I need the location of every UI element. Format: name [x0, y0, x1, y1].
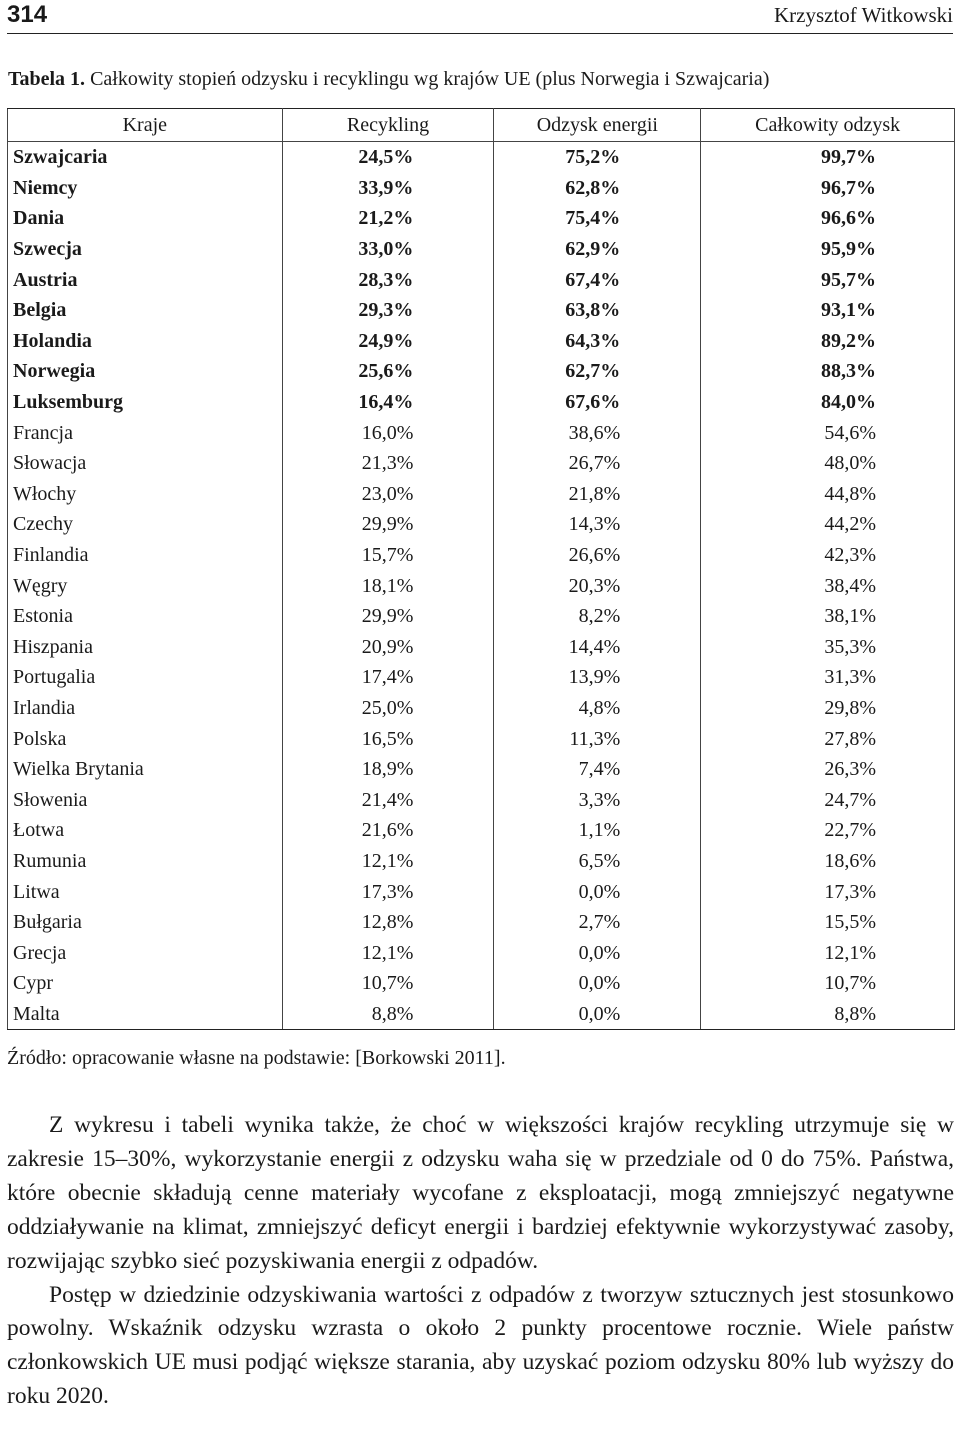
energy-recovery-cell: 11,3% — [494, 723, 701, 754]
table-row — [8, 570, 955, 601]
energy-recovery-cell: 26,7% — [494, 448, 701, 479]
recycling-cell: 24,9% — [282, 326, 494, 357]
energy-recovery-cell: 62,8% — [494, 173, 701, 204]
total-recovery-cell: 54,6% — [701, 417, 955, 448]
energy-recovery-cell: 6,5% — [494, 846, 701, 877]
column-header-total-recovery: Całkowity odzysk — [701, 109, 955, 142]
recycling-cell: 24,5% — [282, 142, 494, 173]
country-cell: Słowenia — [8, 784, 283, 815]
energy-recovery-cell: 75,4% — [494, 203, 701, 234]
recycling-cell: 21,4% — [282, 784, 494, 815]
energy-recovery-cell: 7,4% — [494, 754, 701, 785]
total-recovery-cell: 38,4% — [701, 570, 955, 601]
total-recovery-cell: 84,0% — [701, 387, 955, 418]
table-row — [8, 846, 955, 877]
total-recovery-cell: 8,8% — [701, 999, 955, 1030]
table-row — [8, 693, 955, 724]
energy-recovery-cell: 67,4% — [494, 264, 701, 295]
total-recovery-cell: 93,1% — [701, 295, 955, 326]
paragraph: Postęp w dziedzinie odzyskiwania wartości z odpadów z tworzyw sztucznych jest stosunkowo powolny. Wskaźnik odzysku wzrasta o około 2 punkty procentowe rocznie. Wiele państw członkowskich UE musi podjąć większe starania, aby uzyskać poziom odzysku 80% lub wyższy do roku 2020. — [7, 1281, 954, 1410]
table-caption-label: Tabela 1. — [8, 68, 86, 90]
table-row — [8, 540, 955, 571]
table-row — [8, 999, 955, 1030]
table-row — [8, 968, 955, 999]
table-row — [8, 264, 955, 295]
country-cell: Norwegia — [8, 356, 283, 387]
country-cell: Wielka Brytania — [8, 754, 283, 785]
country-cell: Czechy — [8, 509, 283, 540]
table-row — [8, 754, 955, 785]
recovery-table — [7, 108, 955, 1030]
body-text — [7, 1109, 954, 1414]
recycling-cell: 8,8% — [282, 999, 494, 1030]
recycling-cell: 29,9% — [282, 509, 494, 540]
energy-recovery-cell: 75,2% — [494, 142, 701, 173]
table-row — [8, 203, 955, 234]
energy-recovery-cell: 2,7% — [494, 907, 701, 938]
country-cell: Polska — [8, 723, 283, 754]
table-row — [8, 295, 955, 326]
energy-recovery-cell: 14,4% — [494, 632, 701, 663]
country-cell: Finlandia — [8, 540, 283, 571]
recycling-cell: 10,7% — [282, 968, 494, 999]
total-recovery-cell: 96,6% — [701, 203, 955, 234]
table-row — [8, 356, 955, 387]
total-recovery-cell: 15,5% — [701, 907, 955, 938]
energy-recovery-cell: 0,0% — [494, 968, 701, 999]
energy-recovery-cell: 14,3% — [494, 509, 701, 540]
energy-recovery-cell: 63,8% — [494, 295, 701, 326]
total-recovery-cell: 22,7% — [701, 815, 955, 846]
column-header-recycling: Recykling — [282, 109, 494, 142]
country-cell: Estonia — [8, 601, 283, 632]
table-row — [8, 662, 955, 693]
table-row — [8, 632, 955, 663]
recycling-cell: 17,3% — [282, 876, 494, 907]
table-body — [8, 142, 955, 1030]
total-recovery-cell: 26,3% — [701, 754, 955, 785]
energy-recovery-cell: 21,8% — [494, 479, 701, 510]
energy-recovery-cell: 20,3% — [494, 570, 701, 601]
recycling-cell: 12,8% — [282, 907, 494, 938]
total-recovery-cell: 42,3% — [701, 540, 955, 571]
total-recovery-cell: 29,8% — [701, 693, 955, 724]
energy-recovery-cell: 0,0% — [494, 999, 701, 1030]
total-recovery-cell: 44,8% — [701, 479, 955, 510]
total-recovery-cell: 88,3% — [701, 356, 955, 387]
country-cell: Niemcy — [8, 173, 283, 204]
table-source-note: Źródło: opracowanie własne na podstawie: [Borkowski 2011]. — [7, 1047, 506, 1069]
energy-recovery-cell: 38,6% — [494, 417, 701, 448]
running-head-author: Krzysztof Witkowski — [774, 3, 953, 27]
recycling-cell: 17,4% — [282, 662, 494, 693]
total-recovery-cell: 17,3% — [701, 876, 955, 907]
recycling-cell: 16,4% — [282, 387, 494, 418]
recycling-cell: 23,0% — [282, 479, 494, 510]
table-row — [8, 448, 955, 479]
table-row — [8, 815, 955, 846]
country-cell: Węgry — [8, 570, 283, 601]
total-recovery-cell: 10,7% — [701, 968, 955, 999]
country-cell: Słowacja — [8, 448, 283, 479]
total-recovery-cell: 31,3% — [701, 662, 955, 693]
table-row — [8, 417, 955, 448]
table-row — [8, 479, 955, 510]
total-recovery-cell: 95,9% — [701, 234, 955, 265]
total-recovery-cell: 99,7% — [701, 142, 955, 173]
table-caption — [8, 68, 769, 91]
page-header — [7, 0, 953, 34]
recycling-cell: 33,0% — [282, 234, 494, 265]
energy-recovery-cell: 3,3% — [494, 784, 701, 815]
total-recovery-cell: 27,8% — [701, 723, 955, 754]
paragraph: Z wykresu i tabeli wynika także, że choć w większości krajów recykling utrzymuje się w zakresie 15–30%, wykorzystanie energii z odzysku waha się w przedziale od 0 do 75%. Państwa, które obecnie składują cenne materiały wycofane z eksploatacji, mogą zmniejszyć negatywne oddziaływanie na klimat, zmniejszyć deficyt energii i bardziej efektywnie wykorzystywać zasoby, rozwijając szybko sieć pozyskiwania energii z odpadów. — [7, 1112, 954, 1274]
country-cell: Austria — [8, 264, 283, 295]
recycling-cell: 29,9% — [282, 601, 494, 632]
table-row — [8, 937, 955, 968]
table-row — [8, 387, 955, 418]
energy-recovery-cell: 4,8% — [494, 693, 701, 724]
country-cell: Portugalia — [8, 662, 283, 693]
country-cell: Łotwa — [8, 815, 283, 846]
recycling-cell: 18,9% — [282, 754, 494, 785]
table-row — [8, 784, 955, 815]
country-cell: Belgia — [8, 295, 283, 326]
total-recovery-cell: 12,1% — [701, 937, 955, 968]
table-row — [8, 326, 955, 357]
country-cell: Rumunia — [8, 846, 283, 877]
country-cell: Francja — [8, 417, 283, 448]
energy-recovery-cell: 0,0% — [494, 937, 701, 968]
country-cell: Malta — [8, 999, 283, 1030]
total-recovery-cell: 24,7% — [701, 784, 955, 815]
total-recovery-cell: 44,2% — [701, 509, 955, 540]
energy-recovery-cell: 0,0% — [494, 876, 701, 907]
recycling-cell: 12,1% — [282, 937, 494, 968]
recycling-cell: 25,0% — [282, 693, 494, 724]
table-row — [8, 142, 955, 173]
total-recovery-cell: 48,0% — [701, 448, 955, 479]
table-row — [8, 234, 955, 265]
recycling-cell: 21,2% — [282, 203, 494, 234]
recycling-cell: 18,1% — [282, 570, 494, 601]
country-cell: Luksemburg — [8, 387, 283, 418]
total-recovery-cell: 35,3% — [701, 632, 955, 663]
country-cell: Litwa — [8, 876, 283, 907]
country-cell: Hiszpania — [8, 632, 283, 663]
country-cell: Holandia — [8, 326, 283, 357]
energy-recovery-cell: 1,1% — [494, 815, 701, 846]
table-row — [8, 173, 955, 204]
energy-recovery-cell: 26,6% — [494, 540, 701, 571]
country-cell: Szwajcaria — [8, 142, 283, 173]
table-row — [8, 876, 955, 907]
energy-recovery-cell: 8,2% — [494, 601, 701, 632]
country-cell: Dania — [8, 203, 283, 234]
energy-recovery-cell: 13,9% — [494, 662, 701, 693]
country-cell: Grecja — [8, 937, 283, 968]
recycling-cell: 15,7% — [282, 540, 494, 571]
table-header-row — [8, 109, 955, 142]
page-number: 314 — [7, 1, 48, 28]
recycling-cell: 21,6% — [282, 815, 494, 846]
energy-recovery-cell: 62,9% — [494, 234, 701, 265]
recycling-cell: 20,9% — [282, 632, 494, 663]
country-cell: Szwecja — [8, 234, 283, 265]
table-caption-text: Całkowity stopień odzysku i recyklingu wg krajów UE (plus Norwegia i Szwajcaria) — [90, 68, 770, 90]
recycling-cell: 29,3% — [282, 295, 494, 326]
total-recovery-cell: 95,7% — [701, 264, 955, 295]
country-cell: Irlandia — [8, 693, 283, 724]
country-cell: Włochy — [8, 479, 283, 510]
country-cell: Cypr — [8, 968, 283, 999]
table-row — [8, 723, 955, 754]
recycling-cell: 12,1% — [282, 846, 494, 877]
energy-recovery-cell: 64,3% — [494, 326, 701, 357]
column-header-countries: Kraje — [8, 109, 283, 142]
column-header-energy-recovery: Odzysk energii — [494, 109, 701, 142]
total-recovery-cell: 18,6% — [701, 846, 955, 877]
recycling-cell: 21,3% — [282, 448, 494, 479]
total-recovery-cell: 89,2% — [701, 326, 955, 357]
table-row — [8, 509, 955, 540]
recycling-cell: 16,0% — [282, 417, 494, 448]
recycling-cell: 28,3% — [282, 264, 494, 295]
recycling-cell: 16,5% — [282, 723, 494, 754]
country-cell: Bułgaria — [8, 907, 283, 938]
recycling-cell: 25,6% — [282, 356, 494, 387]
recycling-cell: 33,9% — [282, 173, 494, 204]
energy-recovery-cell: 62,7% — [494, 356, 701, 387]
table-row — [8, 907, 955, 938]
total-recovery-cell: 38,1% — [701, 601, 955, 632]
table-row — [8, 601, 955, 632]
energy-recovery-cell: 67,6% — [494, 387, 701, 418]
total-recovery-cell: 96,7% — [701, 173, 955, 204]
